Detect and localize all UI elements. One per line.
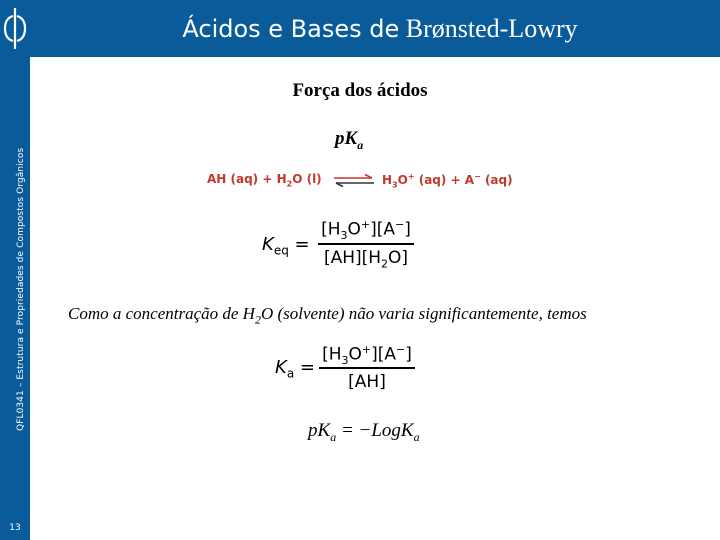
acid-dissociation-reaction [207,172,517,190]
keq-equation [262,218,422,274]
pka-label: $pK_a$ [335,128,364,152]
keq-symbol: $K_{eq}$ = [262,234,310,258]
slide-header [0,0,720,57]
keq-denominator: $[AH][H_2O]$ [323,248,409,271]
section-subtitle: Força dos ácidos [292,80,428,101]
page-number: 13 [9,523,21,533]
ka-equation [275,343,425,395]
ka-fraction-bar [319,367,415,369]
ka-numerator: $[H_3O^+][A^-]$ [322,343,412,368]
reaction-reactants: AH $(aq) + H_2O$ (l) [207,172,322,189]
slide-title-part1: Ácidos e Bases de [182,15,400,43]
course-label: QFL0341 – Estrutura e Propriedades de Compostos Orgânicos [16,147,26,431]
keq-numerator: $[H_3O^+][A^-]$ [321,218,411,243]
equilibrium-arrows-icon [332,174,376,188]
solvent-statement: Como a concentração de $H_2O$ (solvente) não varia significantemente, temos [68,304,587,327]
slide-title [160,12,600,46]
slide-title-part2: Brønsted-Lowry [405,14,578,43]
reaction-products: $H_3O^+$ (aq) + A− (aq) [382,172,513,190]
ufrj-logo-icon [0,0,30,57]
pka-definition: $pK_a$ = −LogK$_a$ [308,420,420,444]
keq-fraction-bar [318,243,414,245]
ka-symbol: $K_a$ = [275,357,315,381]
ka-denominator: [AH] [348,372,386,392]
